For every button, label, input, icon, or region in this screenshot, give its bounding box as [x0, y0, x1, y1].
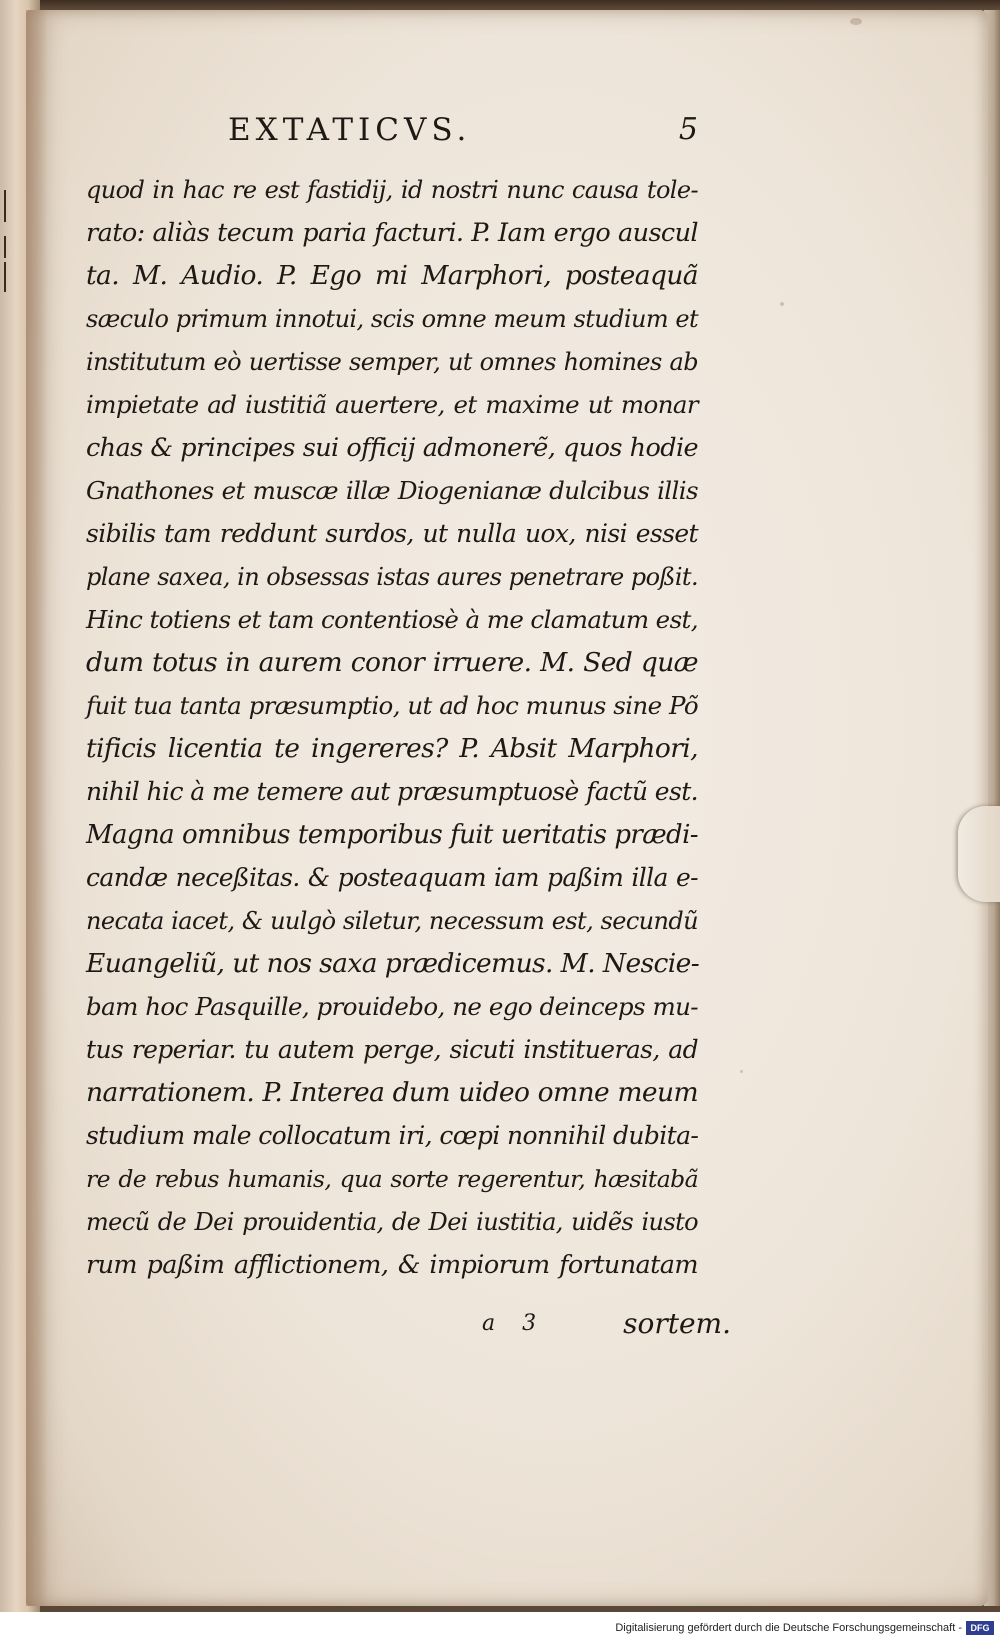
signature-mark: a 3: [482, 1311, 547, 1336]
text-line: sibilis tam reddunt surdos, ut nulla uox, nisi esset: [86, 519, 698, 548]
text-line: fuit tua tanta præsumptio, ut ad hoc munus sine Põ: [86, 691, 698, 720]
running-title: EXTATICVS.: [228, 112, 472, 148]
page-number: 5: [678, 112, 698, 147]
text-line: candæ neceßitas. & posteaquam iam paßim illa e-: [86, 863, 698, 892]
text-line: Hinc totiens et tam contentiosè à me clamatum est,: [86, 605, 698, 634]
text-line: Gnathones et muscæ illæ Diogenianæ dulcibus illis: [86, 476, 698, 505]
text-line: mecũ de Dei prouidentia, de Dei iustitia, uidẽs iusto: [86, 1208, 698, 1236]
running-head: [86, 112, 698, 156]
edge-mark: [4, 236, 6, 258]
text-line: bam hoc Pasquille, prouidebo, ne ego deinceps mu-: [86, 992, 698, 1021]
text-line: studium male collocatum iri, cœpi nonnihil dubita-: [86, 1121, 699, 1150]
text-line: ta. M. Audio. P. Ego mi Marphori, posteaquã: [86, 260, 698, 291]
text-line: tificis licentia te ingereres? P. Absit Marphori,: [86, 733, 698, 764]
text-line: impietate ad iustitiã auertere, et maxime ut monar: [86, 390, 698, 419]
ink-spot: [740, 1070, 743, 1073]
text-line: quod in hac re est fastidij, id nostri nunc causa tole-: [86, 176, 698, 204]
text-line: necata iacet, & uulgò siletur, necessum est, secundũ: [86, 907, 698, 935]
gutter-shadow: [26, 10, 48, 1606]
page-tab: [958, 806, 1000, 902]
edge-mark: [4, 262, 6, 292]
digitization-footer: [0, 1612, 1000, 1648]
edge-mark: [4, 190, 6, 222]
text-line: plane saxea, in obsessas istas aures penetrare poßit.: [86, 563, 698, 591]
text-line: re de rebus humanis, qua sorte regerentur, hæsitabã: [86, 1165, 698, 1193]
text-line: narrationem. P. Interea dum uideo omne meum: [86, 1077, 698, 1108]
dfg-logo: DFG: [966, 1621, 994, 1635]
text-line: chas & principes sui officij admonerẽ, quos hodie: [86, 433, 698, 463]
text-line: tus reperiar. tu autem perge, sicuti institueras, ad: [86, 1035, 698, 1064]
text-line: dum totus in aurem conor irruere. M. Sed quæ: [86, 647, 698, 678]
funding-credit: Digitalisierung gefördert durch die Deutsche Forschungsgemeinschaft -: [615, 1622, 962, 1634]
text-line: institutum eò uertisse semper, ut omnes homines ab: [86, 348, 698, 376]
ink-spot: [850, 18, 862, 25]
catchline: [86, 1302, 731, 1346]
text-line: rum paßim afflictionem, & impiorum fortunatam: [86, 1250, 698, 1280]
catchword: sortem.: [623, 1307, 731, 1340]
text-line: nihil hic à me temere aut præsumptuosè factũ est.: [86, 777, 698, 806]
text-line: sæculo primum innotui, scis omne meum studium et: [86, 305, 698, 333]
ink-spot: [780, 302, 784, 306]
text-line: Euangeliũ, ut nos saxa prædicemus. M. Nescie-: [86, 948, 700, 979]
text-line: rato: aliàs tecum paria facturi. P. Iam ergo auscul: [86, 218, 698, 248]
text-line: Magna omnibus temporibus fuit ueritatis prædi-: [86, 820, 698, 850]
